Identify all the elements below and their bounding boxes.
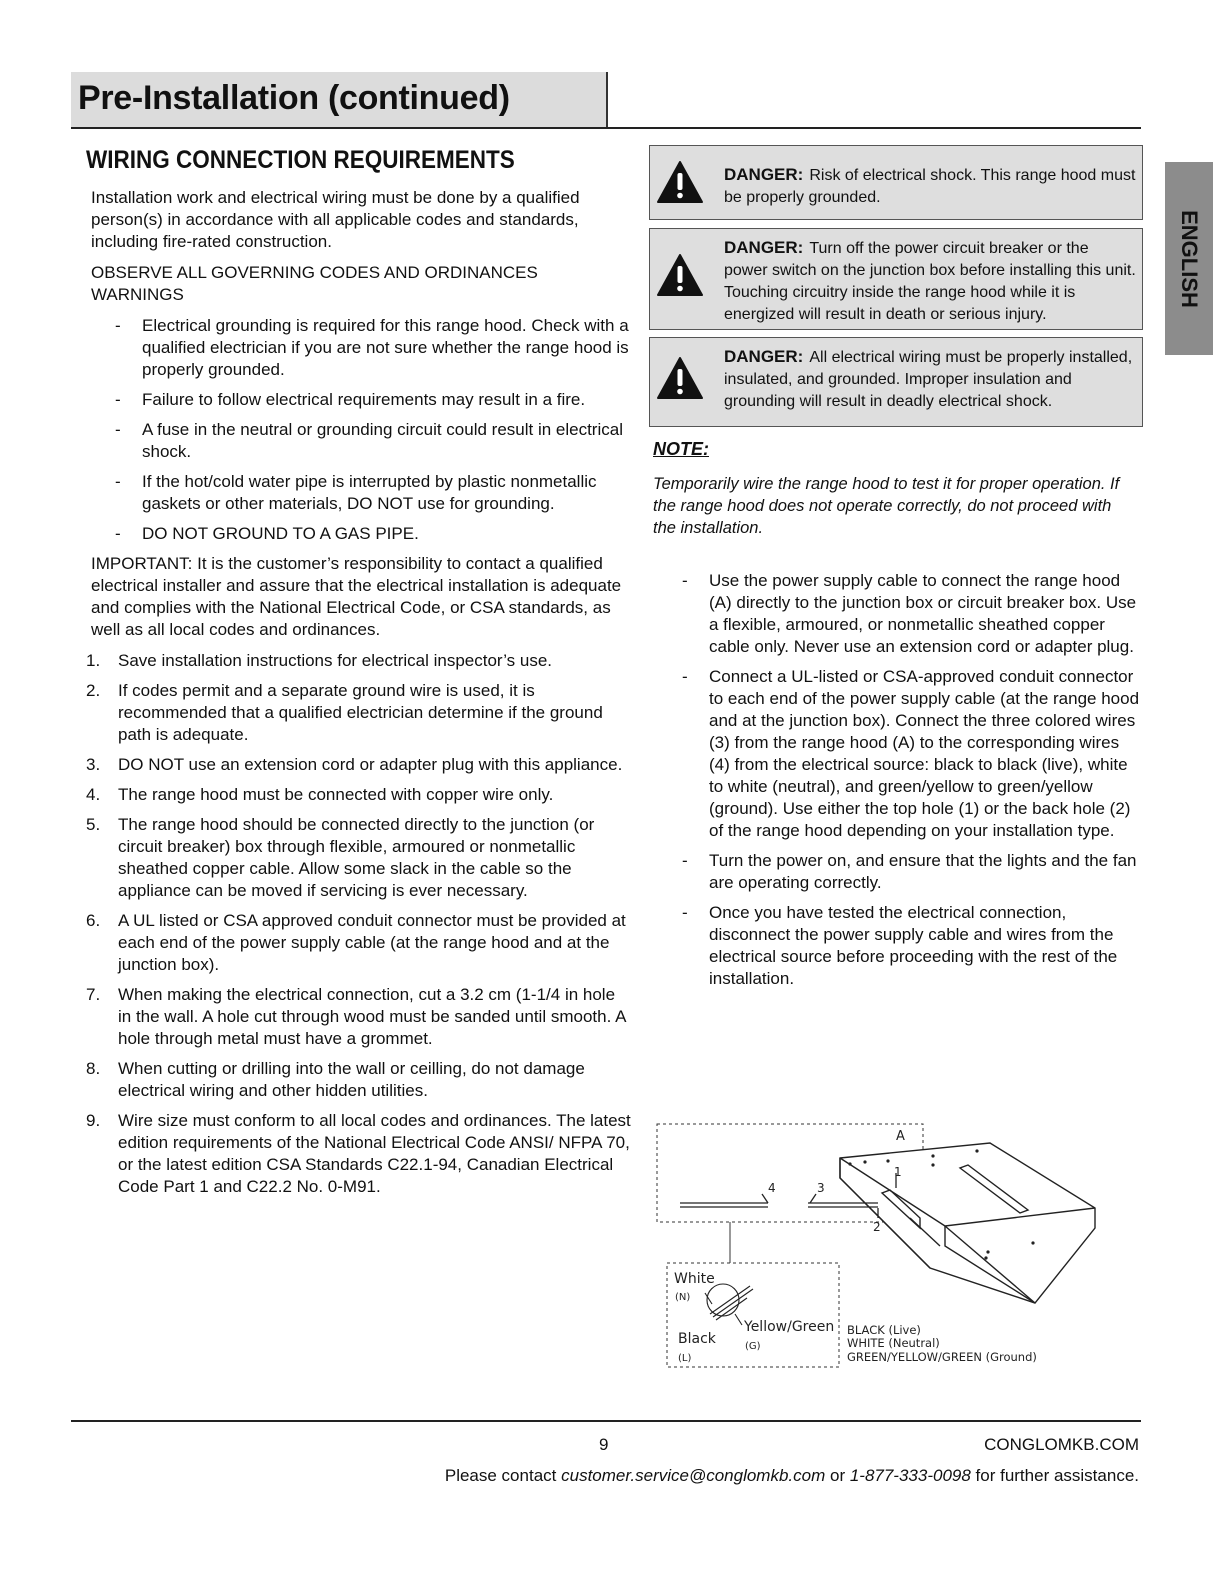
list-item: - Connect a UL-listed or CSA-approved conduit connector to each end of the power supply cable (at the range hood and at the junction box). Connect the three colored wires (3) from the range hood (A) to the corresponding wires (4) from the electrical source: black to black (live), white to white (neutral), and green/yellow to green/yellow (ground). Use either the top hole (1) or the back hole (2) of the range hood depending on your installation type.: [682, 667, 1140, 840]
diagram-label-2: 2: [873, 1220, 881, 1234]
danger-text: DANGER: Turn off the power circuit breaker or the power switch on the junction box before installing this unit. Touching circuitry inside the range hood while it is energized will result in death or serious injury.: [724, 238, 1136, 323]
list-item: - Turn the power on, and ensure that the lights and the fan are operating correctly.: [682, 851, 1137, 892]
danger-box-power-off: [649, 228, 1143, 330]
list-item: 1. Save installation instructions for electrical inspector’s use.: [86, 651, 553, 670]
list-item: - If the hot/cold water pipe is interrupted by plastic nonmetallic gaskets or other materials, DO NOT use for grounding.: [115, 472, 597, 513]
list-item: 4. The range hood must be connected with copper wire only.: [86, 785, 554, 804]
page-number: 9: [599, 1435, 609, 1454]
diagram-label-white-code: (N): [675, 1292, 691, 1303]
note-label: NOTE:: [653, 439, 709, 459]
list-item: 9. Wire size must conform to all local codes and ordinances. The latest edition requirements of the National Electrical Code ANSI/ NFPA 70, or the latest edition CSA Standards C22.1-94, Canadian Electrical Code Part 1 and C22.2 No. 0-M91.: [86, 1111, 631, 1196]
warning-icon: [656, 160, 704, 204]
list-item: 6. A UL listed or CSA approved conduit connector must be provided at each end of the power supply cable (at the range hood and at the junction box).: [86, 911, 626, 974]
support-phone-link[interactable]: 1-877-333-0098: [849, 1466, 971, 1485]
note-text: Temporarily wire the range hood to test it for proper operation. If the range hood does not operate correctly, do not proceed with the installation.: [653, 475, 1120, 537]
language-tab: [1165, 162, 1213, 355]
list-item: 3. DO NOT use an extension cord or adapter plug with this appliance.: [86, 755, 623, 774]
diagram-label-yellow-green-code: (G): [745, 1341, 761, 1352]
diagram-legend-ground: GREEN/YELLOW/GREEN (Ground): [847, 1350, 1037, 1364]
list-item: - Electrical grounding is required for this range hood. Check with a qualified electrician if you are not sure whether the range hood is properly grounded.: [115, 316, 629, 379]
support-email-link[interactable]: customer.service@conglomkb.com: [561, 1466, 826, 1485]
page-title: Pre-Installation (continued): [78, 79, 510, 117]
warnings-list: [86, 315, 631, 545]
website[interactable]: CONGLOMKB.COM: [984, 1435, 1139, 1454]
list-item: - Once you have tested the electrical connection, disconnect the power supply cable and wires from the electrical source before proceeding with the rest of the installation.: [682, 903, 1118, 988]
steps-list: [86, 650, 631, 1198]
danger-box-wiring: [649, 337, 1143, 427]
diagram-label-3: 3: [817, 1181, 825, 1195]
observe-heading: OBSERVE ALL GOVERNING CODES AND ORDINANCES WARNINGS: [91, 263, 538, 304]
important-paragraph: IMPORTANT: It is the customer’s responsibility to contact a qualified electrical installer and assure that the electrical installation is adequate and complies with the National Electrical Code, or CSA standards, as well as all local codes and ordinances.: [91, 554, 622, 639]
contact-line: Please contact customer.service@conglomkb.com or 1-877-333-0098 for further assistance.: [444, 1466, 1139, 1485]
list-item: - Failure to follow electrical requirements may result in a fire.: [115, 390, 586, 409]
diagram-label-4: 4: [768, 1181, 776, 1195]
diagram-label-1: 1: [894, 1165, 902, 1179]
intro-paragraph: Installation work and electrical wiring must be done by a qualified person(s) in accordance with all applicable codes and standards, including fire-rated construction.: [91, 188, 580, 251]
connection-steps-list: [682, 570, 1142, 998]
list-item: 7. When making the electrical connection, cut a 3.2 cm (1-1/4 in hole in the wall. A hole cut through wood must be sanded until smooth. A hole through metal must have a grommet.: [86, 985, 626, 1048]
footer-divider: [71, 1420, 1141, 1422]
wiring-diagram: [650, 1118, 1100, 1373]
list-item: 8. When cutting or drilling into the wall or ceilling, do not damage electrical wiring and other hidden utilities.: [86, 1059, 585, 1100]
section-title: WIRING CONNECTION REQUIREMENTS: [86, 146, 515, 174]
diagram-label-a: A: [896, 1129, 905, 1144]
warning-icon: [656, 356, 704, 400]
diagram-legend-black: BLACK (Live): [847, 1323, 921, 1337]
header-divider: [71, 127, 1141, 129]
list-item: 5. The range hood should be connected directly to the junction (or circuit breaker) box through flexible, armoured or nonmetallic sheathed copper cable. Allow some slack in the cable so the appliance can be moved if servicing is ever necessary.: [86, 815, 595, 900]
danger-text: DANGER: Risk of electrical shock. This range hood must be properly grounded.: [724, 165, 1136, 206]
warning-icon: [656, 253, 704, 297]
diagram-label-yellow-green: Yellow/Green: [744, 1319, 835, 1335]
list-item: - A fuse in the neutral or grounding circuit could result in electrical shock.: [115, 420, 623, 461]
list-item: 2. If codes permit and a separate ground wire is used, it is recommended that a qualified electrician determine if the ground path is adequate.: [86, 681, 603, 744]
danger-box-grounding: [649, 145, 1143, 220]
list-item: - Use the power supply cable to connect the range hood (A) directly to the junction box or circuit breaker box. Use a flexible, armoured, or nonmetallic sheathed copper cable only. Never use an extension cord or adapter plug.: [682, 571, 1137, 656]
diagram-label-black-code: (L): [678, 1353, 692, 1364]
left-column: [86, 146, 631, 1206]
list-item: - DO NOT GROUND TO A GAS PIPE.: [115, 524, 419, 543]
diagram-label-black: Black: [678, 1331, 716, 1347]
danger-text: DANGER: All electrical wiring must be properly installed, insulated, and grounded. Improper insulation and grounding will result in deadly electrical shock.: [724, 347, 1133, 410]
diagram-label-white: White: [674, 1271, 715, 1287]
diagram-legend-white: WHITE (Neutral): [847, 1336, 940, 1350]
language-tab-label: ENGLISH: [1177, 209, 1202, 308]
